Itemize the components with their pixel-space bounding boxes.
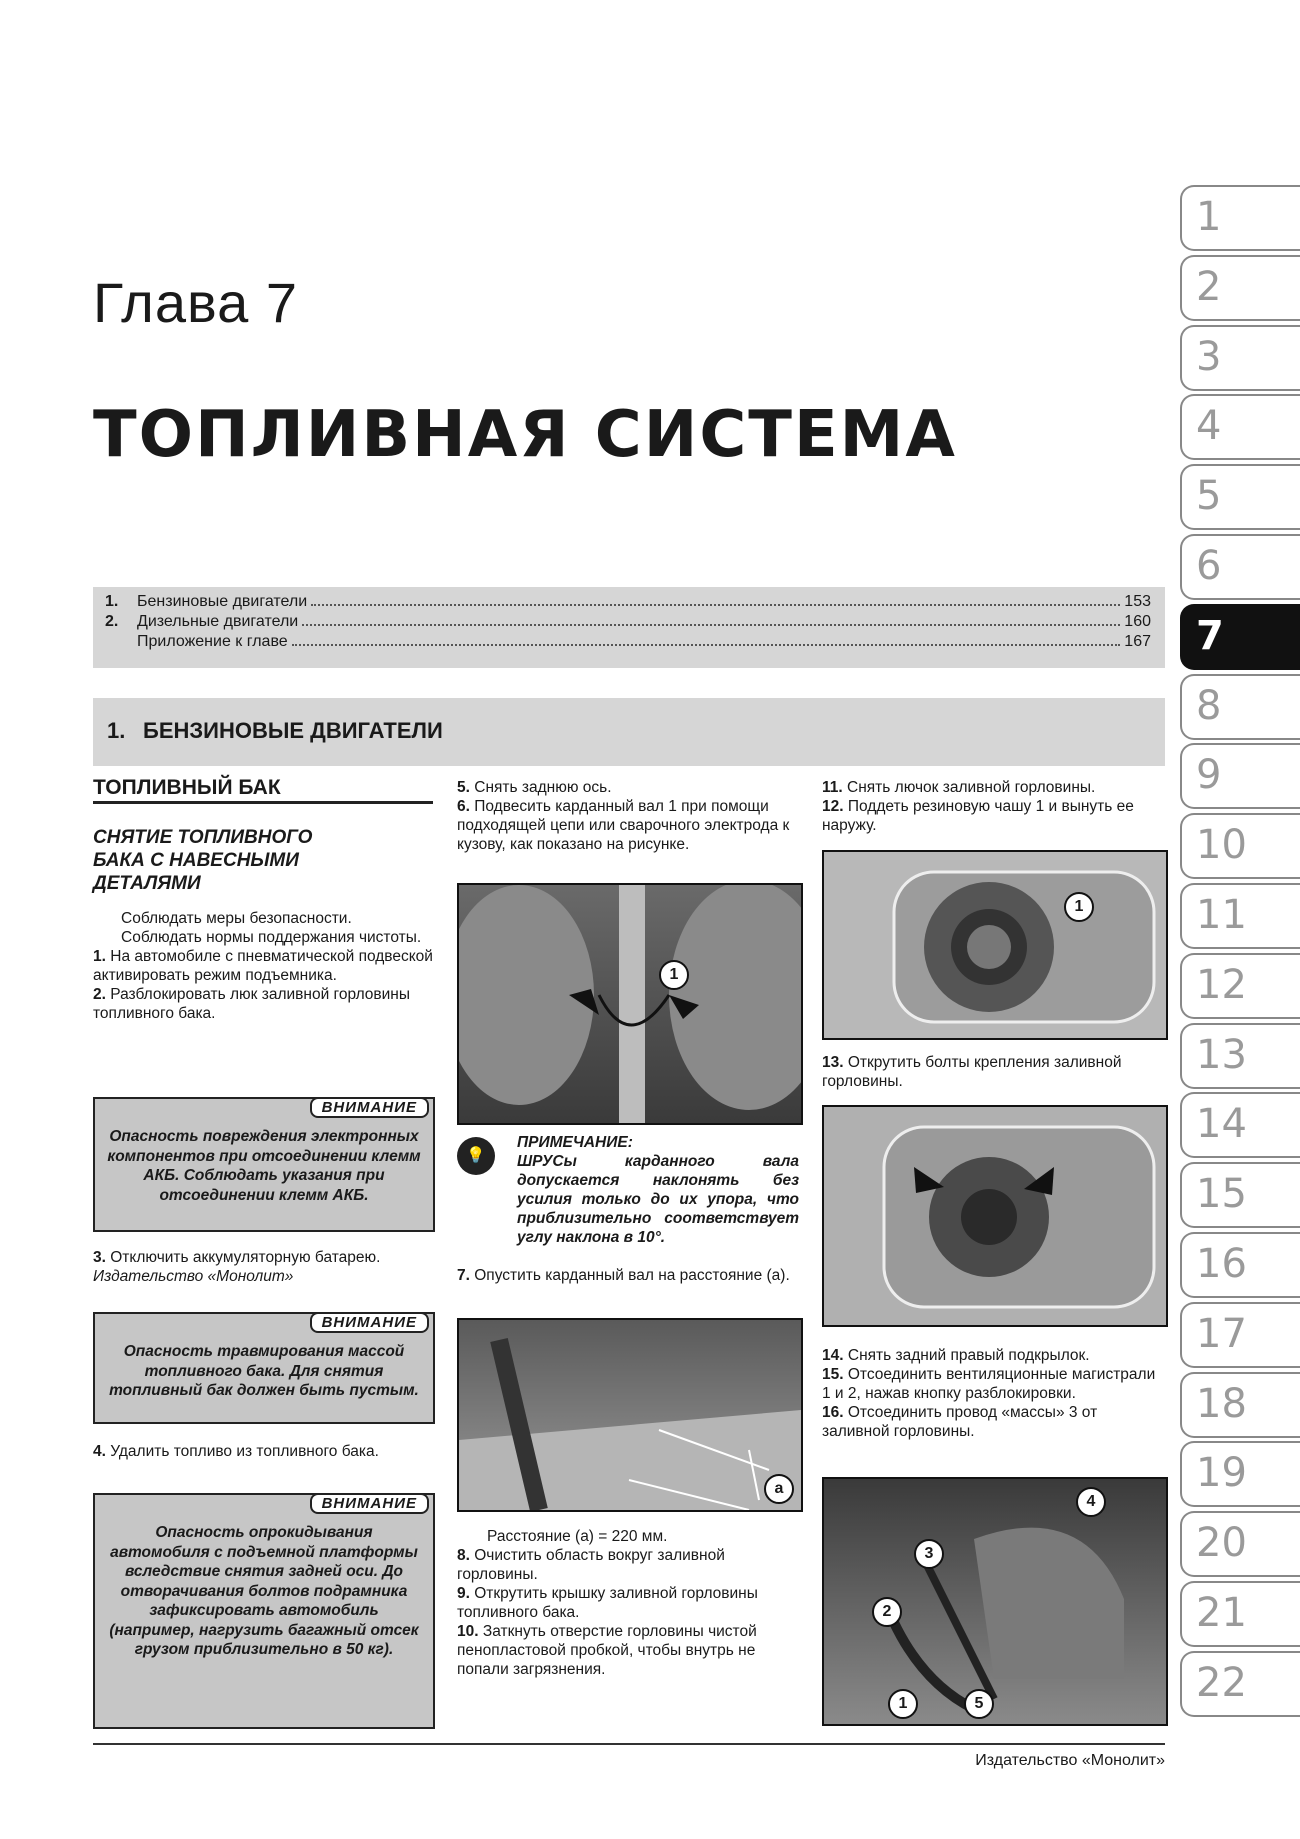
chapter-tab-label: 3 [1196,333,1222,380]
chapter-tab-label: 18 [1196,1380,1247,1427]
step-text: Удалить топливо из топливного бака. [110,1443,379,1460]
chapter-tab-18[interactable] [1180,1372,1300,1438]
step-number: 10. [457,1623,479,1640]
chapter-tab-label: 11 [1196,892,1247,938]
callout-5: 5 [964,1689,994,1719]
photo-filler-cup [822,850,1168,1040]
photo-distance [457,1318,803,1512]
chapter-tab-20[interactable] [1180,1511,1300,1577]
chapter-tab-8[interactable] [1180,674,1300,740]
step-number: 9. [457,1585,470,1602]
section-title: БЕНЗИНОВЫЕ ДВИГАТЕЛИ [143,718,443,743]
step-text: Открутить болты крепления заливной горловины. [822,1054,1122,1090]
column-1 [93,778,433,1023]
warning-text: Опасность повреждения электронных компонентов при отсоединении клемм АКБ. Соблюдать указания при отсоединении клемм АКБ. [107,1128,421,1204]
footer-publisher: Издательство «Монолит» [975,1752,1165,1769]
step-12 [822,797,1164,835]
step-10 [457,1622,799,1679]
chapter-tab-label: 8 [1196,682,1222,729]
photo-filler-bolts [822,1105,1168,1327]
step-number: 15. [822,1366,844,1383]
chapter-tab-label: 12 [1196,961,1247,1008]
chapter-tab-label: 17 [1196,1310,1247,1357]
step-3 [93,1248,433,1286]
step-number: 7. [457,1267,470,1284]
chapter-tab-5[interactable] [1180,464,1300,530]
note-block [457,1133,799,1247]
step-text: Подвесить карданный вал 1 при помощи подходящей цепи или сварочного электрода к кузову, как показано на рисунке. [457,798,790,853]
callout-1: 1 [659,960,689,990]
step-number: 1. [93,948,106,965]
chapter-tab-15[interactable] [1180,1162,1300,1228]
step-number: 4. [93,1443,106,1460]
chapter-tab-3[interactable] [1180,325,1300,391]
toc-num: 2. [105,613,119,630]
step-text: Снять заднюю ось. [474,779,612,796]
step-8 [457,1546,799,1584]
distance-text: Расстояние (a) = 220 мм. [487,1528,668,1545]
warning-label: ВНИМАНИЕ [310,1312,429,1333]
step-number: 16. [822,1404,844,1421]
toc-label: Бензиновые двигатели [137,593,308,610]
chapter-tab-label: 7 [1196,612,1224,659]
column-2-top [457,778,797,854]
toc-row[interactable] [105,613,1151,633]
toc-row[interactable] [105,593,1151,613]
chapter-tab-label: 13 [1196,1031,1247,1078]
step-number: 3. [93,1249,106,1266]
warning-box [93,1097,435,1232]
step-5 [457,778,797,797]
filler-cup-illustration [824,852,1166,1038]
warning-box [93,1493,435,1729]
toc-label: Дизельные двигатели [137,613,299,630]
chapter-tab-label: 4 [1196,403,1222,450]
toc-leader [311,604,1120,606]
column-2-bottom [457,1527,799,1679]
filler-bolts-illustration [824,1107,1166,1325]
step-text: Открутить крышку заливной горловины топливного бака. [457,1585,758,1621]
chapter-tab-label: 5 [1196,473,1222,520]
photo-propshaft [457,883,803,1125]
chapter-tab-13[interactable] [1180,1023,1300,1089]
step-text: Снять лючок заливной горловины. [847,779,1096,796]
footer-rule [93,1743,1165,1745]
callout-1: 1 [888,1689,918,1719]
step-number: 6. [457,798,470,815]
note-title: ПРИМЕЧАНИЕ: [517,1134,633,1151]
step-number: 13. [822,1054,844,1071]
callout-a: a [764,1474,794,1504]
chapter-tab-10[interactable] [1180,813,1300,879]
column-3-mid [822,1346,1164,1441]
chapter-tab-label: 16 [1196,1241,1247,1287]
toc-leader [302,624,1120,626]
topic-heading: ТОПЛИВНЫЙ БАК [93,778,433,804]
step-text: Отключить аккумуляторную батарею. [110,1249,381,1266]
chapter-tab-label: 1 [1196,194,1222,240]
column-3-top [822,778,1164,835]
propshaft-illustration [459,885,801,1123]
photo-filler-lines [822,1477,1168,1726]
chapter-title: ТОПЛИВНАЯ СИСТЕМА [93,398,957,472]
warning-box [93,1312,435,1424]
chapter-tab-14[interactable] [1180,1092,1300,1158]
step-text: Отсоединить провод «массы» 3 от заливной горловины. [822,1404,1098,1440]
chapter-tab-label: 15 [1196,1171,1247,1218]
chapter-tab-label: 2 [1196,263,1222,310]
warning-label: ВНИМАНИЕ [310,1493,429,1514]
chapter-label: Глава 7 [93,271,298,334]
toc-page: 160 [1124,613,1151,630]
toc-leader [292,644,1121,646]
step-9 [457,1584,799,1622]
callout-2: 2 [872,1597,902,1627]
chapter-tab-6[interactable] [1180,534,1300,600]
chapter-tab-16[interactable] [1180,1232,1300,1298]
intro-text: Соблюдать нормы поддержания чистоты. [121,929,422,946]
lightbulb-icon: 💡 [457,1137,495,1175]
chapter-tab-12[interactable] [1180,953,1300,1019]
step-text: Поддеть резиновую чашу 1 и вынуть ее наружу. [822,798,1134,834]
step-6 [457,797,797,854]
step-text: Снять задний правый подкрылок. [847,1347,1090,1364]
step-number: 2. [93,986,106,1003]
step-2 [93,985,433,1023]
step-text: Очистить область вокруг заливной горловины. [457,1547,725,1583]
chapter-tab-1[interactable] [1180,185,1300,251]
step-16 [822,1403,1164,1441]
step-number: 12. [822,798,844,815]
toc-page: 153 [1124,593,1151,610]
publisher-note: Издательство «Монолит» [93,1268,294,1285]
chapter-tab-21[interactable] [1180,1581,1300,1647]
chapter-tab-9[interactable] [1180,743,1300,809]
section-header [93,698,1165,766]
step-text: На автомобиле с пневматической подвеской активировать режим подъемника. [93,948,433,984]
chapter-tab-4[interactable] [1180,394,1300,460]
chapter-tab-19[interactable] [1180,1441,1300,1507]
toc-label: Приложение к главе [137,633,288,650]
chapter-tab-label: 19 [1196,1450,1247,1497]
chapter-tab-label: 14 [1196,1101,1247,1148]
table-of-contents [93,587,1165,668]
chapter-tab-22[interactable] [1180,1651,1300,1717]
warning-label: ВНИМАНИЕ [310,1097,429,1118]
chapter-tab-17[interactable] [1180,1302,1300,1368]
step-text: Заткнуть отверстие горловины чистой пенопластовой пробкой, чтобы внутрь не попали загрязнения. [457,1623,757,1678]
callout-1: 1 [1064,892,1094,922]
toc-num: 1. [105,593,119,610]
step-7 [457,1266,797,1285]
step-text: Отсоединить вентиляционные магистрали 1 и 2, нажав кнопку разблокировки. [822,1366,1156,1402]
toc-page: 167 [1124,633,1151,650]
step-1 [93,947,433,985]
step-15 [822,1365,1164,1403]
step-number: 5. [457,779,470,796]
step-text: Разблокировать люк заливной горловины топливного бака. [93,986,410,1022]
chapter-tab-7[interactable] [1180,604,1300,670]
step-number: 14. [822,1347,844,1364]
step-14 [822,1346,1164,1365]
intro-text: Соблюдать меры безопасности. [121,910,352,927]
chapter-tab-label: 22 [1196,1659,1247,1706]
toc-row[interactable] [105,633,1151,653]
chapter-tab-2[interactable] [1180,255,1300,321]
step-13 [822,1053,1164,1091]
chapter-tab-11[interactable] [1180,883,1300,949]
step-text: Опустить карданный вал на расстояние (a). [474,1267,790,1284]
chapter-tab-label: 21 [1196,1590,1247,1636]
warning-text: Опасность опрокидывания автомобиля с подъемной платформы вследствие снятия задней оси. До отворачивания болтов подрамника зафиксировать автомобиль (например, нагрузить багажный отсек грузом приблизительно в 50 кг). [109,1524,419,1658]
step-4 [93,1442,433,1461]
callout-4: 4 [1076,1487,1106,1517]
step-number: 8. [457,1547,470,1564]
chapter-tab-label: 9 [1196,752,1222,799]
chapter-tab-label: 10 [1196,822,1247,869]
procedure-heading: СНЯТИЕ ТОПЛИВНОГО БАКА С НАВЕСНЫМИ ДЕТАЛЯМИ [93,827,313,894]
step-11 [822,778,1164,797]
step-number: 11. [822,779,843,796]
distance-illustration [459,1320,801,1510]
chapter-tab-label: 20 [1196,1520,1247,1567]
chapter-tab-label: 6 [1196,543,1222,589]
callout-3: 3 [914,1539,944,1569]
section-number: 1. [107,718,126,743]
warning-text: Опасность травмирования массой топливного бака. Для снятия топливный бак должен быть пустым. [109,1343,419,1399]
note-text: ШРУСы карданного вала допускается наклонять без усилия только до их упора, что приблизительно соответствует углу наклона в 10°. [517,1153,799,1246]
